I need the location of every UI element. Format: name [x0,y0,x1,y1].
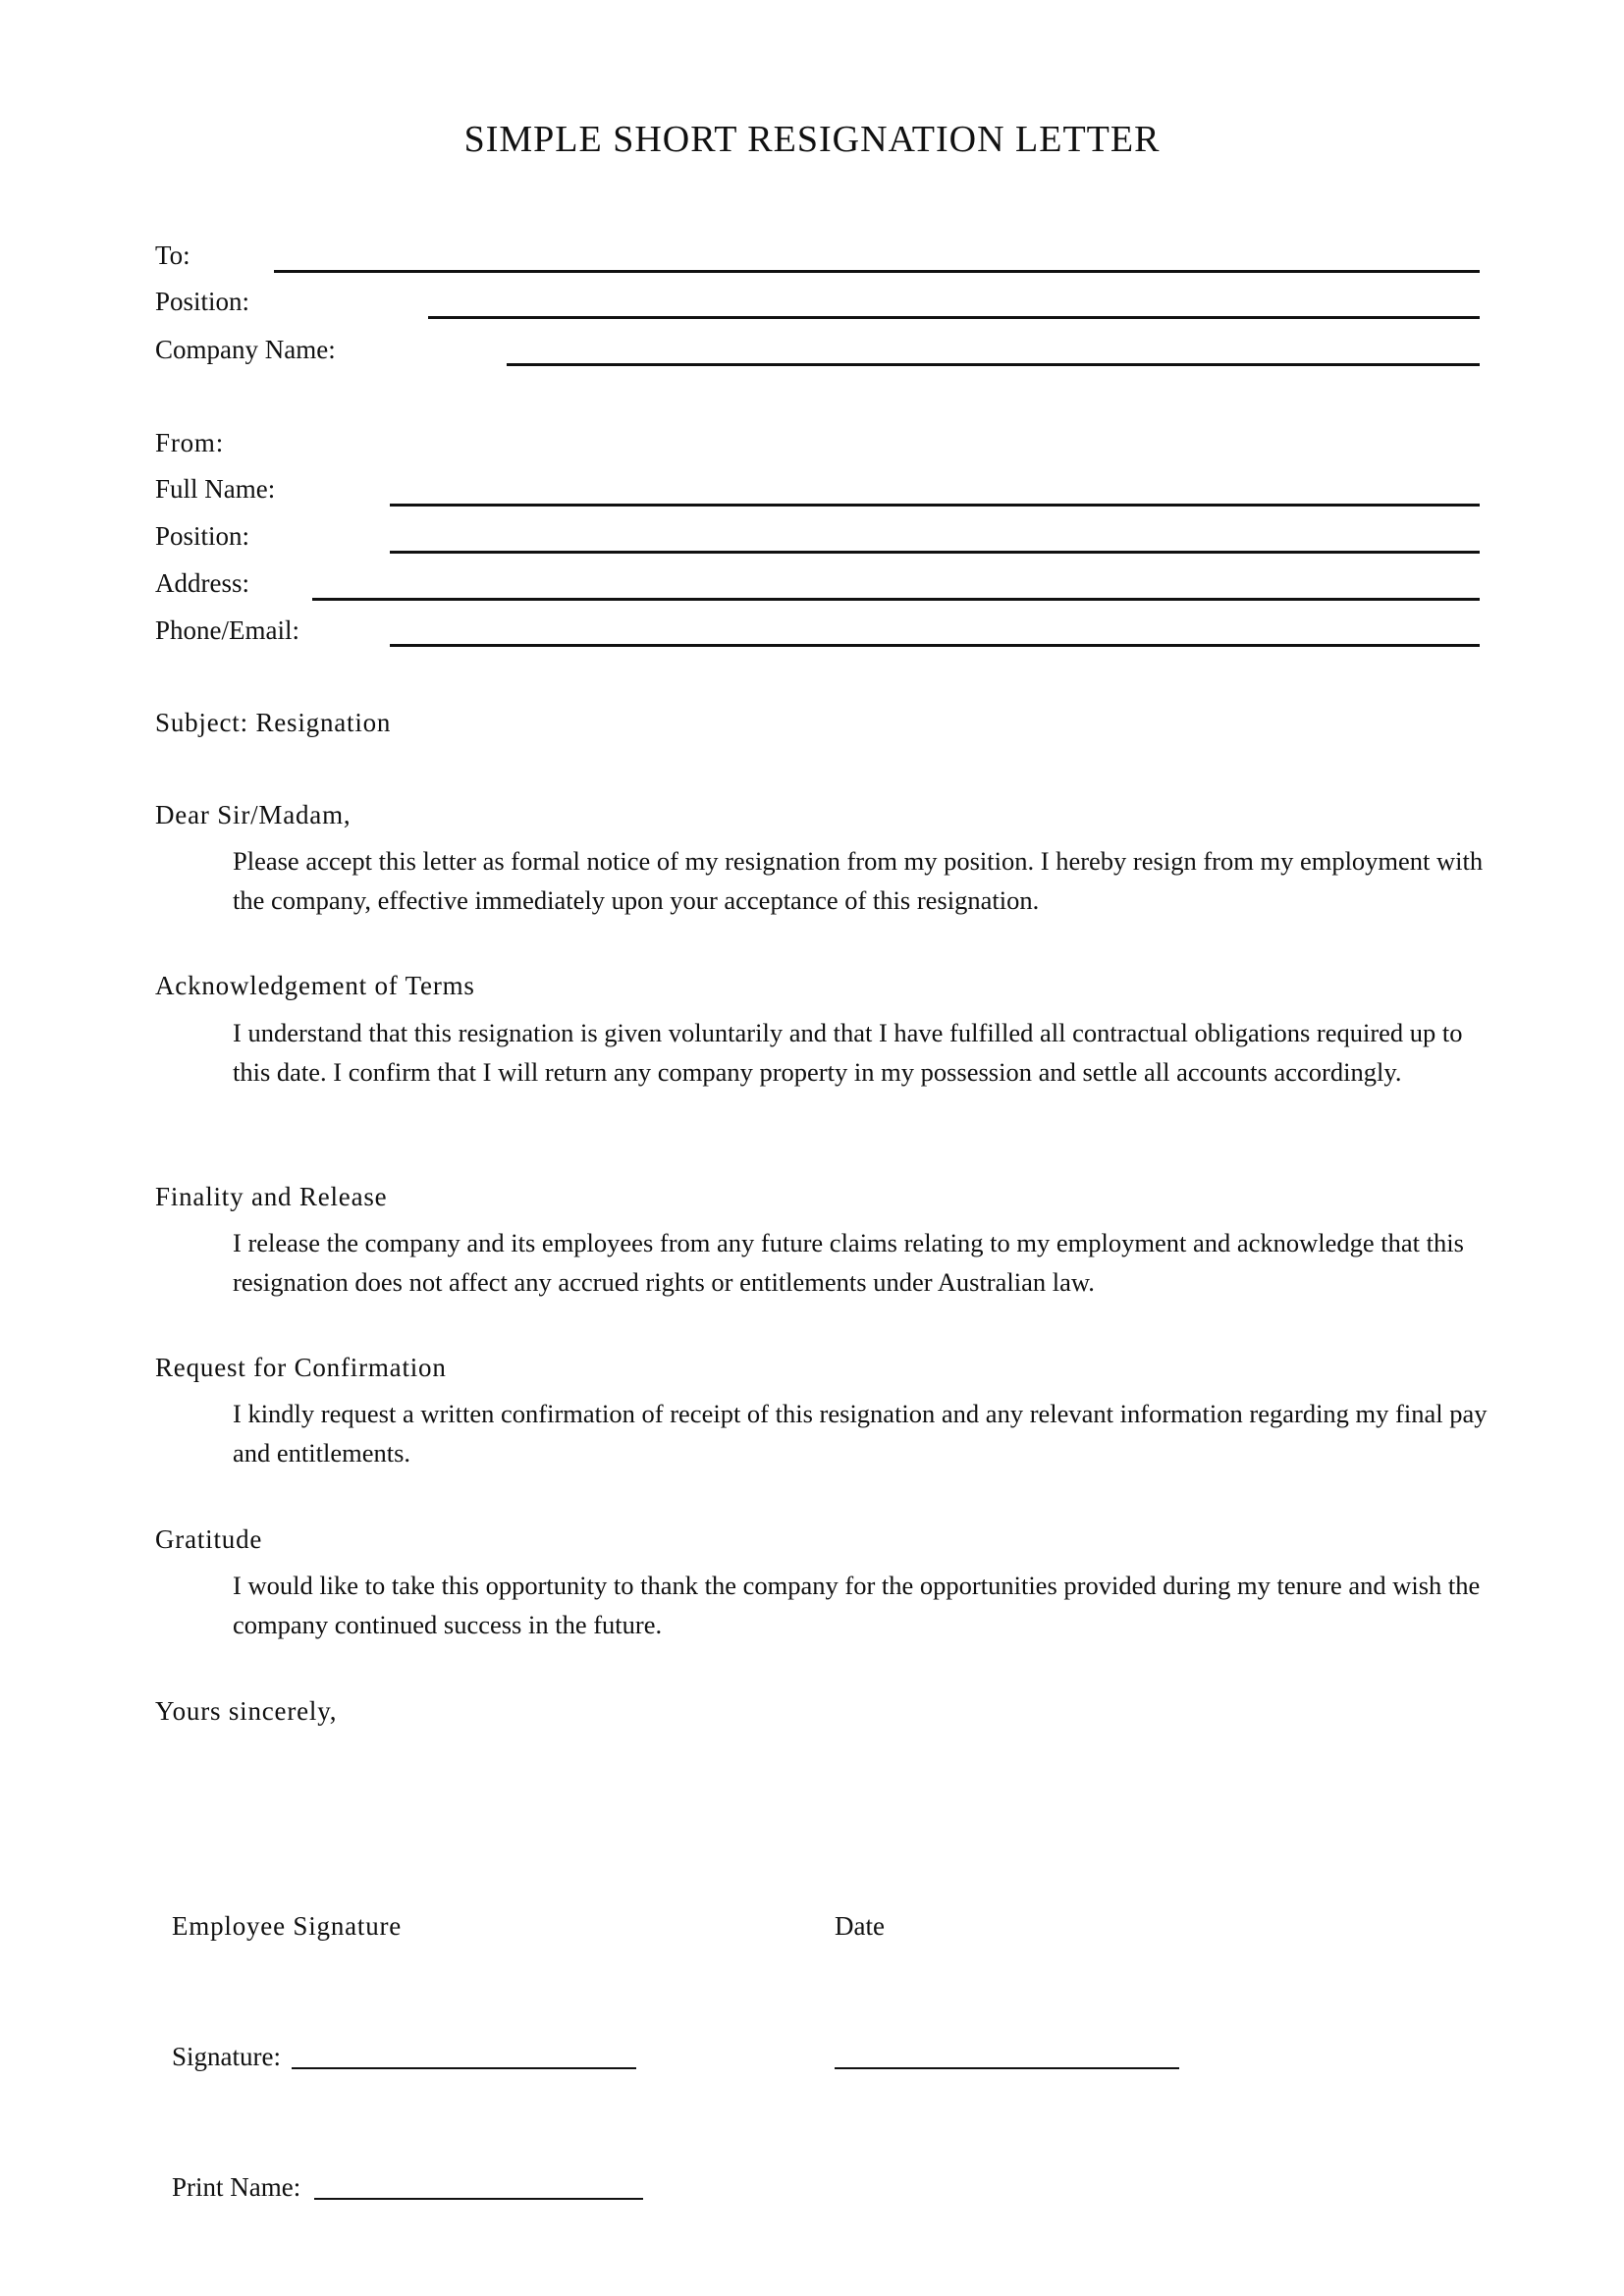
section-body-gratitude: I would like to take this opportunity to thank the company for the opportunities provided during my tenure and wish the company continued success in the future. [233,1571,1481,1639]
address-field-line[interactable] [312,598,1480,601]
from-label: From: [155,428,225,457]
section-body-finality: I release the company and its employees from any future claims relating to my employment and acknowledge that this resignation does not affect any accrued rights or entitlements under Australian law. [233,1228,1464,1297]
to-field-line[interactable] [274,270,1480,273]
recipient-position-label: Position: [155,287,250,316]
employee-signature-heading: Employee Signature [172,1911,403,1941]
print-name-label: Print Name: [172,2172,301,2202]
company-name-label: Company Name: [155,335,336,364]
full-name-field-line[interactable] [390,504,1480,507]
section-heading-gratitude: Gratitude [155,1524,263,1554]
sender-position-label: Position: [155,521,250,551]
signature-label: Signature: [172,2042,281,2071]
signature-field-line[interactable] [292,2067,636,2069]
salutation: Dear Sir/Madam, [155,800,352,829]
date-heading: Date [835,1911,885,1941]
closing: Yours sincerely, [155,1696,338,1726]
section-body-confirmation: I kindly request a written confirmation of receipt of this resignation and any relevant information regarding my final pay and entitlements. [233,1399,1488,1468]
phone-email-field-line[interactable] [390,644,1480,647]
subject-line: Subject: Resignation [155,708,392,737]
to-label: To: [155,240,190,270]
phone-email-label: Phone/Email: [155,615,299,645]
full-name-label: Full Name: [155,474,276,504]
section-body-acknowledgement: I understand that this resignation is given voluntarily and that I have fulfilled all contractual obligations required up to this date. I confirm that I will return any company property in my possession and settle all accounts accordingly. [233,1018,1463,1087]
section-heading-finality: Finality and Release [155,1182,388,1211]
print-name-field-line[interactable] [314,2198,643,2200]
document-title: SIMPLE SHORT RESIGNATION LETTER [463,119,1161,160]
company-name-field-line[interactable] [507,363,1480,366]
intro-paragraph: Please accept this letter as formal notice of my resignation from my position. I hereby resign from my employment with the company, effective immediately upon your acceptance of this resignation. [233,846,1484,915]
address-label: Address: [155,568,249,598]
section-heading-acknowledgement: Acknowledgement of Terms [155,971,475,1000]
sender-position-field-line[interactable] [390,551,1480,554]
section-heading-confirmation: Request for Confirmation [155,1353,447,1382]
date-field-line[interactable] [835,2067,1179,2069]
recipient-position-field-line[interactable] [428,316,1480,319]
